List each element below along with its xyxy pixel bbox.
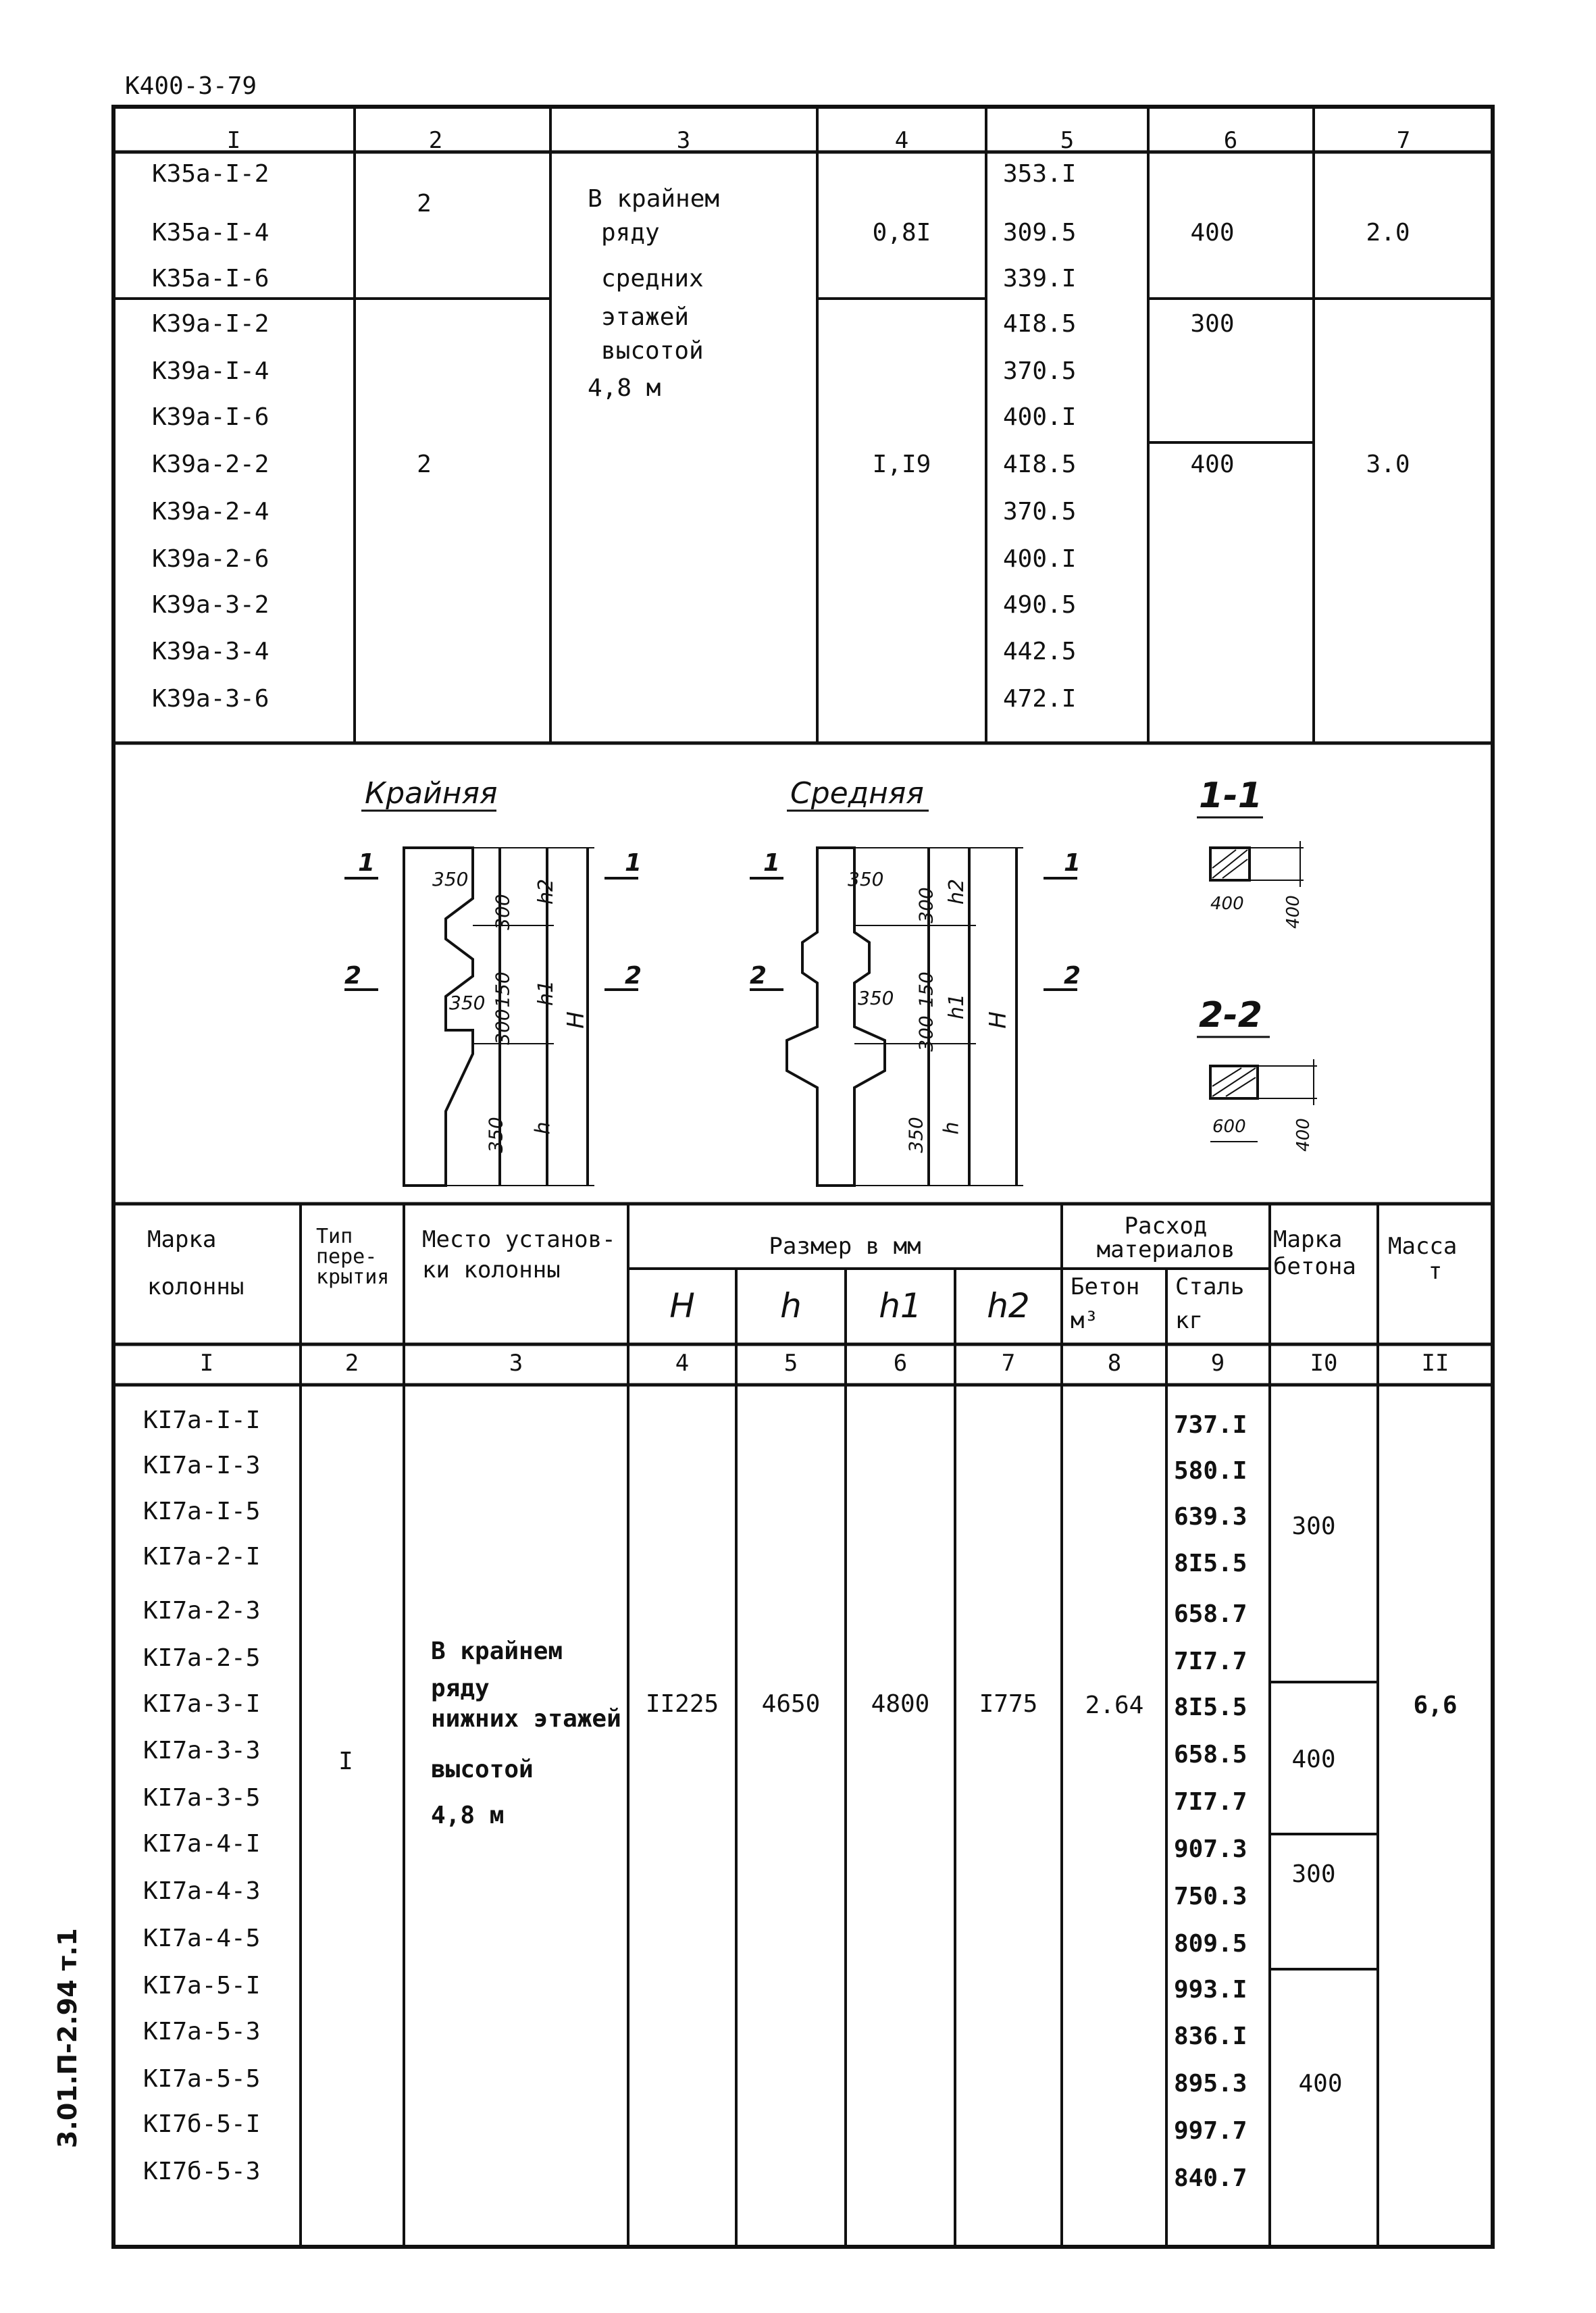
top-col5-value: 472.I bbox=[1003, 685, 1077, 713]
top-col5-value: 370.5 bbox=[1003, 498, 1077, 526]
table-row: КI7а-2-I bbox=[143, 1543, 261, 1571]
table-row: К39а-2-6 bbox=[152, 545, 269, 573]
steel-value: 809.5 bbox=[1174, 1930, 1247, 1958]
header-steel: кг bbox=[1175, 1307, 1203, 1334]
top-col5-value: 442.5 bbox=[1003, 638, 1077, 665]
side-code: 3.01.П-2.94 т.1 bbox=[53, 1928, 82, 2148]
dim-label: h2 bbox=[945, 878, 969, 905]
top-place-line: 4,8 м bbox=[588, 374, 661, 402]
top-col7-value: 3.0 bbox=[1366, 451, 1410, 478]
edge-column-title: Крайняя bbox=[365, 776, 498, 811]
steel-value: 836.I bbox=[1174, 2023, 1247, 2050]
dim-label: 400 bbox=[1293, 1118, 1314, 1152]
table-row: К39а-2-4 bbox=[152, 498, 269, 526]
cut-mark-label: 2 bbox=[750, 962, 767, 990]
steel-value: 993.I bbox=[1174, 1976, 1247, 2004]
steel-value: 8I5.5 bbox=[1174, 1694, 1247, 1721]
top-col-number: 7 bbox=[1396, 127, 1411, 154]
top-col5-value: 370.5 bbox=[1003, 357, 1077, 385]
header-mark: колонны bbox=[147, 1273, 244, 1300]
dim-label: 300 bbox=[915, 1015, 937, 1052]
header-steel: Сталь bbox=[1175, 1273, 1245, 1300]
top-col6-value: 400 bbox=[1190, 219, 1235, 247]
header-concrete: Бетон bbox=[1071, 1273, 1140, 1300]
table-row: КI7а-5-5 bbox=[143, 2065, 261, 2093]
steel-value: 997.7 bbox=[1174, 2117, 1247, 2145]
steel-value: 8I5.5 bbox=[1174, 1550, 1247, 1577]
header-h: h bbox=[780, 1286, 802, 1325]
table-row: К39а-I-6 bbox=[152, 403, 269, 431]
cut-mark-label: 2 bbox=[625, 962, 642, 990]
table-row: К39а-3-2 bbox=[152, 591, 269, 619]
cut-mark-label: 2 bbox=[344, 962, 362, 990]
steel-value: 895.3 bbox=[1174, 2070, 1247, 2098]
H-value: II225 bbox=[645, 1690, 719, 1718]
table-row: К39а-2-2 bbox=[152, 451, 269, 478]
place-line: высотой bbox=[431, 1756, 534, 1783]
steel-value: 658.7 bbox=[1174, 1600, 1247, 1628]
section-2-2-title: 2-2 bbox=[1199, 995, 1262, 1036]
header-h2: h2 bbox=[987, 1286, 1030, 1325]
h1-value: 4800 bbox=[871, 1690, 930, 1718]
steel-value: 750.3 bbox=[1174, 1883, 1247, 1910]
header-place: ки колонны bbox=[422, 1256, 561, 1283]
top-place-line: ряду bbox=[601, 219, 660, 247]
place-line: ряду bbox=[431, 1675, 490, 1702]
type-value: I bbox=[338, 1748, 353, 1775]
bottom-col-number: 6 bbox=[893, 1350, 908, 1377]
dim-label: 300 bbox=[491, 1009, 514, 1045]
header-concrete: м³ bbox=[1071, 1307, 1098, 1334]
dim-label: 600 bbox=[1212, 1117, 1246, 1137]
top-col5-value: 353.I bbox=[1003, 160, 1077, 188]
top-col5-value: 4I8.5 bbox=[1003, 310, 1077, 338]
header-grade: Марка bbox=[1273, 1226, 1343, 1253]
dim-label: h1 bbox=[534, 980, 559, 1007]
header-type: пере- bbox=[316, 1245, 378, 1269]
table-row: КI7а-3-I bbox=[143, 1690, 261, 1718]
top-col5-value: 4I8.5 bbox=[1003, 451, 1077, 478]
dim-label: 400 bbox=[1283, 895, 1304, 929]
dim-label: H bbox=[562, 1011, 590, 1029]
table-row: КI7б-5-I bbox=[143, 2110, 261, 2138]
table-row: К35а-I-4 bbox=[152, 219, 269, 247]
table-row: К39а-I-2 bbox=[152, 310, 269, 338]
concrete-value: 2.64 bbox=[1085, 1692, 1144, 1719]
dim-label: 350 bbox=[449, 992, 486, 1014]
place-line: В крайнем bbox=[431, 1637, 563, 1665]
table-row: К39а-3-6 bbox=[152, 685, 269, 713]
bottom-col-number: II bbox=[1421, 1350, 1449, 1377]
section-1-1-title: 1-1 bbox=[1199, 776, 1262, 816]
dim-label: h bbox=[531, 1121, 555, 1135]
mass-value: 6,6 bbox=[1413, 1692, 1458, 1719]
bottom-col-number: 8 bbox=[1107, 1350, 1122, 1377]
place-line: нижних этажей bbox=[431, 1705, 621, 1733]
table-row: КI7а-3-3 bbox=[143, 1737, 261, 1764]
table-row: К35а-I-6 bbox=[152, 265, 269, 293]
header-type: Тип bbox=[316, 1225, 353, 1248]
top-col5-value: 400.I bbox=[1003, 545, 1077, 573]
top-col-number: 6 bbox=[1223, 127, 1238, 154]
bottom-col-number: I0 bbox=[1310, 1350, 1338, 1377]
top-type-value: 2 bbox=[417, 190, 432, 218]
table-row: К39а-I-4 bbox=[152, 357, 269, 385]
dim-label: 350 bbox=[904, 1117, 927, 1153]
steel-value: 658.5 bbox=[1174, 1741, 1247, 1769]
steel-value: 7I7.7 bbox=[1174, 1788, 1247, 1816]
header-grade: бетона bbox=[1273, 1253, 1356, 1280]
bottom-col-number: 5 bbox=[783, 1350, 798, 1377]
dim-label: 150 bbox=[491, 971, 514, 1008]
header-type: крытия bbox=[316, 1265, 390, 1289]
table-row: КI7а-3-5 bbox=[143, 1784, 261, 1812]
dim-label: 150 bbox=[915, 971, 937, 1008]
header-materials: Расход bbox=[1124, 1213, 1208, 1240]
edge-column-profile bbox=[404, 848, 473, 1186]
dim-label: 350 bbox=[484, 1117, 507, 1153]
table-row: КI7а-I-I bbox=[143, 1406, 261, 1434]
top-place-line: В крайнем bbox=[588, 185, 720, 213]
h-value: 4650 bbox=[761, 1690, 821, 1718]
cut-mark-label: 1 bbox=[625, 849, 642, 877]
dim-label: 350 bbox=[848, 868, 884, 890]
top-place-line: высотой bbox=[601, 337, 704, 365]
top-col-number: 5 bbox=[1060, 127, 1075, 154]
top-type-value: 2 bbox=[417, 451, 432, 478]
bottom-col-number: 9 bbox=[1210, 1350, 1225, 1377]
table-row: КI7а-I-3 bbox=[143, 1452, 261, 1479]
top-col5-value: 339.I bbox=[1003, 265, 1077, 293]
bottom-col-number: I bbox=[199, 1350, 214, 1377]
top-place-line: средних bbox=[601, 265, 704, 293]
top-col-number: 4 bbox=[894, 127, 909, 154]
header-place: Место установ- bbox=[422, 1226, 616, 1253]
dim-label: 300 bbox=[915, 887, 937, 923]
top-col-number: I bbox=[226, 127, 241, 154]
top-col5-value: 400.I bbox=[1003, 403, 1077, 431]
bottom-col-number: 2 bbox=[344, 1350, 359, 1377]
table-row: КI7а-4-I bbox=[143, 1830, 261, 1858]
dim-label: h2 bbox=[534, 878, 559, 905]
top-col7-value: 2.0 bbox=[1366, 219, 1410, 247]
steel-value: 840.7 bbox=[1174, 2164, 1247, 2192]
top-col6-value: 400 bbox=[1190, 451, 1235, 478]
header-H: H bbox=[669, 1286, 695, 1325]
middle-column-title: Средняя bbox=[790, 776, 924, 811]
table-row: КI7а-I-5 bbox=[143, 1498, 261, 1525]
cut-mark-label: 1 bbox=[358, 849, 376, 877]
steel-value: 737.I bbox=[1174, 1411, 1247, 1439]
top-place-line: этажей bbox=[601, 303, 690, 331]
table-row: КI7а-4-5 bbox=[143, 1925, 261, 1952]
document-number: К400-3-79 bbox=[125, 72, 257, 100]
steel-value: 907.3 bbox=[1174, 1835, 1247, 1863]
header-mark: Марка bbox=[147, 1226, 217, 1253]
table-row: КI7а-5-3 bbox=[143, 2018, 261, 2045]
header-materials: материалов bbox=[1096, 1236, 1235, 1263]
dim-label: 400 bbox=[1210, 894, 1244, 914]
table-row: К35а-I-2 bbox=[152, 160, 269, 188]
top-col4-value: 0,8I bbox=[872, 219, 931, 247]
place-line: 4,8 м bbox=[431, 1802, 505, 1829]
table-row: КI7а-2-5 bbox=[143, 1644, 261, 1672]
top-col4-value: I,I9 bbox=[872, 451, 931, 478]
table-row: КI7а-2-3 bbox=[143, 1597, 261, 1625]
grade-value: 300 bbox=[1291, 1860, 1336, 1888]
table-row: КI7б-5-3 bbox=[143, 2158, 261, 2185]
top-col5-value: 490.5 bbox=[1003, 591, 1077, 619]
steel-value: 7I7.7 bbox=[1174, 1648, 1247, 1675]
top-col6-value: 300 bbox=[1190, 310, 1235, 338]
table-row: К39а-3-4 bbox=[152, 638, 269, 665]
steel-value: 580.I bbox=[1174, 1457, 1247, 1485]
table-row: КI7а-5-I bbox=[143, 1972, 261, 2000]
middle-column-profile bbox=[787, 848, 885, 1186]
bottom-col-number: 3 bbox=[509, 1350, 523, 1377]
top-col5-value: 309.5 bbox=[1003, 219, 1077, 247]
cut-mark-label: 1 bbox=[763, 849, 781, 877]
h2-value: I775 bbox=[979, 1690, 1038, 1718]
header-mass: Масса bbox=[1388, 1233, 1458, 1260]
table-row: КI7а-4-3 bbox=[143, 1877, 261, 1905]
dim-label: 300 bbox=[491, 894, 514, 930]
cut-mark-label: 2 bbox=[1064, 962, 1081, 990]
header-size: Размер в мм bbox=[769, 1233, 921, 1260]
top-col-number: 2 bbox=[428, 127, 443, 154]
grade-value: 300 bbox=[1291, 1513, 1336, 1540]
bottom-col-number: 4 bbox=[675, 1350, 690, 1377]
dim-label: h bbox=[939, 1121, 964, 1135]
dim-label: 350 bbox=[858, 987, 894, 1009]
top-col-number: 3 bbox=[676, 127, 691, 154]
bottom-col-number: 7 bbox=[1001, 1350, 1016, 1377]
dim-label: 350 bbox=[432, 868, 469, 890]
dim-label: H bbox=[984, 1011, 1012, 1029]
header-h1: h1 bbox=[879, 1286, 922, 1325]
grade-value: 400 bbox=[1291, 1746, 1336, 1773]
grade-value: 400 bbox=[1298, 2070, 1343, 2098]
dim-label: h1 bbox=[945, 993, 969, 1020]
cut-mark-label: 1 bbox=[1064, 849, 1081, 877]
header-mass: т bbox=[1428, 1258, 1443, 1285]
steel-value: 639.3 bbox=[1174, 1503, 1247, 1531]
